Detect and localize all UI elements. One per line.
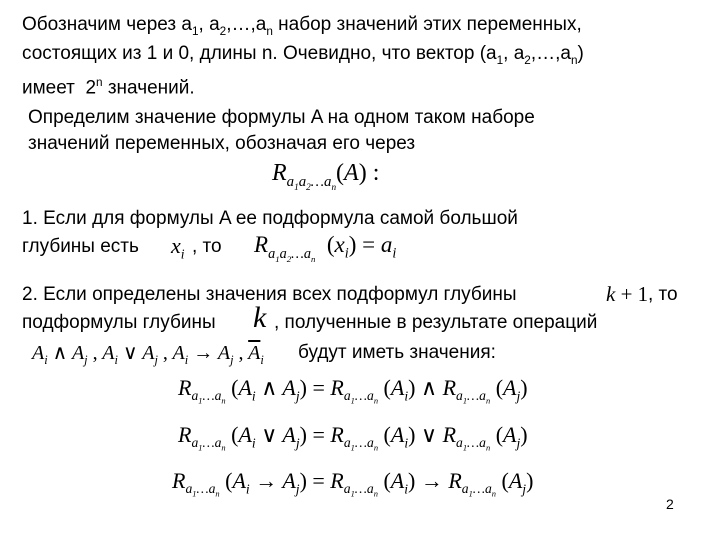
page-number: 2 (666, 496, 674, 512)
formula-k-plus-1: k + 1 (606, 282, 649, 306)
rule1-line-2-suffix: , то (192, 236, 222, 257)
rule1-variable-xi: $x_i$ (171, 233, 185, 262)
equation-implication: $R_{a_1\dots a_n}$ $(A_i \to A_j) = R_{a_1\dots a_n}$ $(A_i) \to R_{a_1\dots a_n}$ $(A_j)$ (172, 468, 534, 500)
rule1-line-2-prefix: глубины есть (22, 236, 139, 257)
intro-line-2: состоящих из 1 и 0, длины n. Очевидно, что вектор ($a_1$, $a_2,\dots,a_n$) (22, 43, 584, 67)
operations-list: $A_i$ ∧ $A_j$ , $A_i$ ∨ $A_j$ , $A_i \to A_j$ , $\overline{A}_i$ (32, 342, 264, 367)
rule2-line-2-prefix: подформулы глубины (22, 312, 216, 333)
equation-conjunction: $R_{a_1\dots a_n}$ ($A_i$ ∧ $A_j) = R_{a_1\dots a_n}$ $(A_i)$ ∧ $R_{a_1\dots a_n}$ $(A_j)$ (178, 375, 528, 407)
rule1-line-1: 1. Если для формулы A ее подформула самой большой (22, 208, 518, 229)
rule2-line-2-suffix: , полученные в результате операций (274, 312, 598, 333)
formula-r-of-xi: $R_{a_1a_2\dots a_n}$ $(x_i) = a_i$ (254, 232, 397, 264)
define-line-2: значений переменных, обозначая его через (28, 133, 416, 154)
rule2-line-1: 2. Если определены значения всех подформул глубины (22, 284, 517, 305)
rule2-line-3-suffix: будут иметь значения: (298, 342, 496, 363)
rule2-line-1-suffix: , то (648, 284, 678, 305)
intro-line-1: Обозначим через $a_1$, $a_2,\dots,a_n$ набор значений этих переменных, (22, 14, 582, 38)
rule2-variable-k: k (253, 301, 267, 334)
equation-disjunction: $R_{a_1\dots a_n}$ ($A_i$ ∨ $A_j) = R_{a_1\dots a_n}$ $(A_i)$ ∨ $R_{a_1\dots a_n}$ $(A_j)$ (178, 422, 528, 454)
intro-line-3: имеет 2$^n$ значений. (22, 76, 195, 99)
formula-r-of-a: $R_{a_1a_2\dots a_n}(A)$ : (272, 160, 380, 192)
define-line-1: Определим значение формулы A на одном таком наборе (28, 107, 535, 128)
